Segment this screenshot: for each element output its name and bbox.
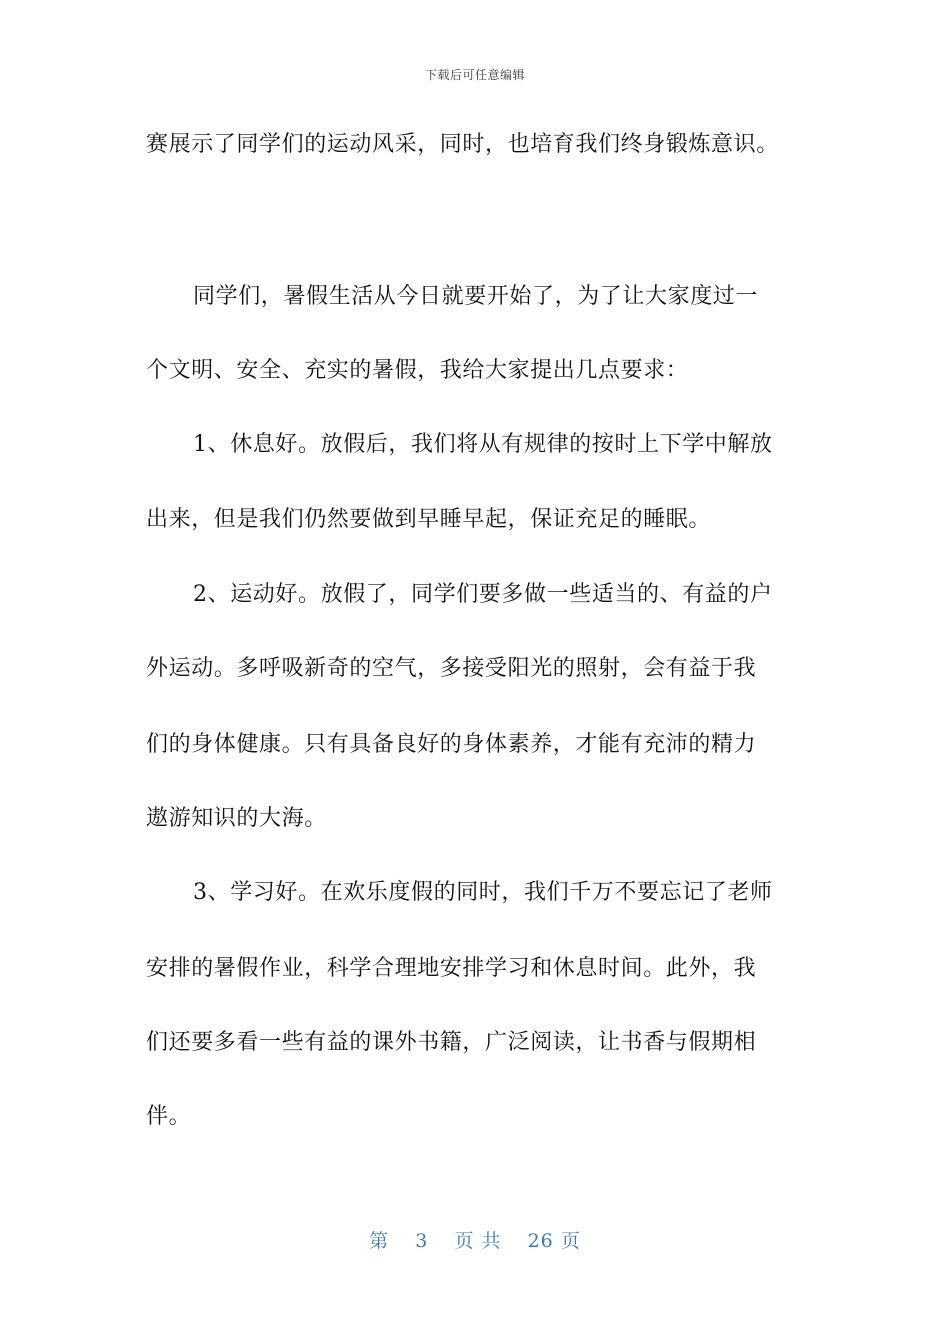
text-line: 安排的暑假作业，科学合理地安排学习和休息时间。此外，我: [146, 956, 757, 981]
paragraph-first-line: 同学们，暑假生活从今日就要开始了，为了让大家度过一: [193, 284, 759, 309]
text-line: 们的身体健康。只有具备良好的身体素养，才能有充沛的精力: [146, 732, 757, 757]
footer-middle: 页 共: [454, 1230, 502, 1252]
paragraph-first-line: 1、休息好。放假后，我们将从有规律的按时上下学中解放: [193, 432, 773, 457]
footer-prefix: 第: [369, 1230, 390, 1252]
text-line: 赛展示了同学们的运动风采，同时，也培育我们终身锻炼意识。: [146, 132, 779, 157]
text-line: 伴。: [146, 1104, 192, 1129]
current-page-number: 3: [415, 1230, 429, 1252]
text-line: 出来，但是我们仍然要做到早睡早起，保证充足的睡眠。: [146, 507, 712, 532]
paragraph-first-line: 2、运动好。放假了，同学们要多做一些适当的、有益的户: [193, 582, 773, 607]
text-line: 个文明、安全、充实的暑假，我给大家提出几点要求：: [146, 358, 689, 383]
page-footer: [0, 1226, 950, 1253]
total-page-count: 26: [527, 1230, 554, 1252]
page-header: 下载后可任意编辑: [424, 68, 525, 82]
text-line: 遨游知识的大海。: [146, 806, 327, 831]
footer-suffix: 页: [560, 1230, 581, 1252]
paragraph-first-line: 3、学习好。在欢乐度假的同时，我们千万不要忘记了老师: [193, 880, 773, 905]
text-line: 们还要多看一些有益的课外书籍，广泛阅读，让书香与假期相: [146, 1030, 757, 1055]
text-line: 外运动。多呼吸新奇的空气，多接受阳光的照射，会有益于我: [146, 656, 757, 681]
